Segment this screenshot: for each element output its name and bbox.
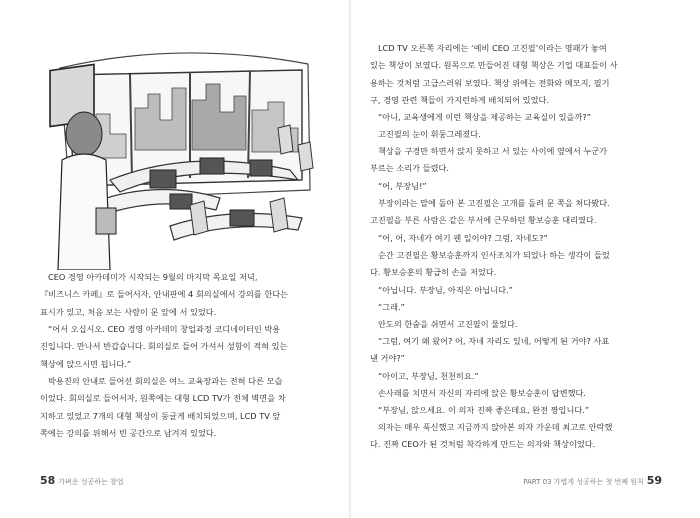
- text-line: 『비즈니스 카페』로 들어서자, 안내판에 4 회의실에서 강의를 한다는: [40, 289, 289, 300]
- text-line: “어서 오십시오. CEO 경영 아카데미 창업과정 코디네이터인 박용: [48, 324, 281, 334]
- paragraph: [370, 143, 660, 178]
- text-line: 의자는 매우 푹신했고 지금까지 앉아본 의자 가운데 최고로 안락했: [378, 422, 613, 432]
- paragraph: [370, 282, 660, 299]
- paragraph: [370, 385, 660, 402]
- text-line: “어, 어, 자네가 여기 웬 일이야? 그럼, 자네도?”: [378, 233, 548, 243]
- page-number: 58: [40, 474, 56, 487]
- text-line: LCD TV 오른쪽 자리에는 ‘예비 CEO 고진필’이라는 명패가 놓여: [378, 43, 607, 53]
- text-line: 이었다. 회의실로 들어서자, 원쪽에는 대형 LCD TV가 전체 벽면을 차: [40, 393, 286, 404]
- text-line: 순간 고진필은 황보승훈까지 인사조치가 되었나 하는 생각이 들었: [378, 250, 610, 260]
- text-line: 손사래를 치면서 자신의 자리에 앉은 황보승훈이 답변했다.: [378, 388, 587, 398]
- text-line: 박용진의 안내로 들어선 회의실은 여느 교육장과는 전혀 다른 모습: [48, 376, 283, 386]
- right-footer: [523, 474, 662, 487]
- paragraph: [40, 321, 320, 373]
- text-line: “그럼, 여기 왜 왔어? 어, 자네 자리도 있네, 어떻게 된 거야? 사표: [378, 336, 610, 346]
- text-line: 낸 거야?”: [370, 353, 405, 364]
- paragraph: [370, 178, 660, 195]
- paragraph: [40, 373, 320, 443]
- text-line: 고진필을 부른 사람은 같은 부서에 근무하던 황보승훈 대리였다.: [370, 215, 597, 226]
- text-line: CEO 경영 아카데미가 시작되는 9월의 마지막 목요일 저녁,: [48, 272, 258, 282]
- text-line: “아닙니다. 부장님, 아직은 아닙니다.”: [378, 285, 513, 295]
- text-line: 용하는 것처럼 고급스러워 보였다. 책상 위에는 전화와 메모지, 필기: [370, 77, 610, 88]
- paragraph: [370, 402, 660, 419]
- text-line: 책상에 앉으시면 됩니다.”: [40, 358, 132, 369]
- page-number: 59: [646, 474, 662, 487]
- text-line: 구, 경영 관련 책들이 가지런하게 배치되어 있었다.: [370, 95, 550, 106]
- text-line: “그래.”: [378, 302, 405, 312]
- left-footer: [40, 474, 124, 487]
- text-line: 안도의 한숨을 쉬면서 고진필이 물었다.: [378, 319, 518, 329]
- text-line: 다. 진짜 CEO가 된 것처럼 착각하게 만드는 의자와 책상이었다.: [370, 439, 596, 450]
- meeting-room-illustration: [40, 30, 330, 270]
- text-line: “어, 부장님!”: [378, 181, 427, 191]
- paragraph: [370, 40, 660, 110]
- paragraph: [370, 368, 660, 385]
- text-line: “부장님, 앉으세요. 이 의자 진짜 좋은데요, 완전 짱입니다.”: [378, 405, 590, 415]
- paragraph: [370, 195, 660, 230]
- paragraph: [370, 299, 660, 316]
- paragraph: [370, 230, 660, 247]
- paragraph: [370, 316, 660, 333]
- paragraph: [370, 126, 660, 143]
- paragraph: [370, 109, 660, 126]
- text-line: 다. 황보승훈의 황급히 손을 저었다.: [370, 267, 497, 278]
- text-line: 부르는 소리가 들렸다.: [370, 163, 449, 174]
- running-title: 가벼운 성공하는 창업: [58, 478, 124, 486]
- text-line: 진입니다. 만나서 반갑습니다. 회의실로 들어 가셔서 성함이 적혀 있는: [40, 341, 288, 352]
- text-line: 책상을 구경만 하면서 앉지 못하고 서 있는 사이에 옆에서 누군가: [378, 146, 608, 156]
- paragraph: [370, 419, 660, 454]
- paragraph: [370, 333, 660, 368]
- running-title: PART 03 가볍게 성공하는 첫 번째 원칙: [523, 478, 644, 486]
- text-line: 부장이라는 말에 돌아 본 고진필은 고개를 돌려 문 쪽을 쳐다봤다.: [378, 198, 610, 208]
- text-line: 있는 책상이 보였다. 원목으로 만들어진 대형 책상은 기업 대표들이 사: [370, 60, 618, 71]
- text-line: 지하고 있었고 7개의 대형 책상이 둥글게 배치되었으며, LCD TV 앞: [40, 410, 281, 421]
- text-line: “아이고, 부장님, 천천히요.”: [378, 371, 479, 381]
- paragraph: [40, 269, 320, 321]
- right-page: [350, 0, 700, 518]
- text-line: 표시가 있고, 처음 보는 사람이 문 앞에 서 있었다.: [40, 306, 217, 317]
- paragraph: [370, 247, 660, 282]
- text-line: 고진필의 눈이 휘둥그레졌다.: [378, 129, 481, 139]
- text-line: “아니, 교육생에게 이런 책상을 제공하는 교육실이 있을까?”: [378, 112, 591, 122]
- text-line: 쪽에는 강의를 위해서 빈 공간으로 남겨져 있었다.: [40, 428, 217, 439]
